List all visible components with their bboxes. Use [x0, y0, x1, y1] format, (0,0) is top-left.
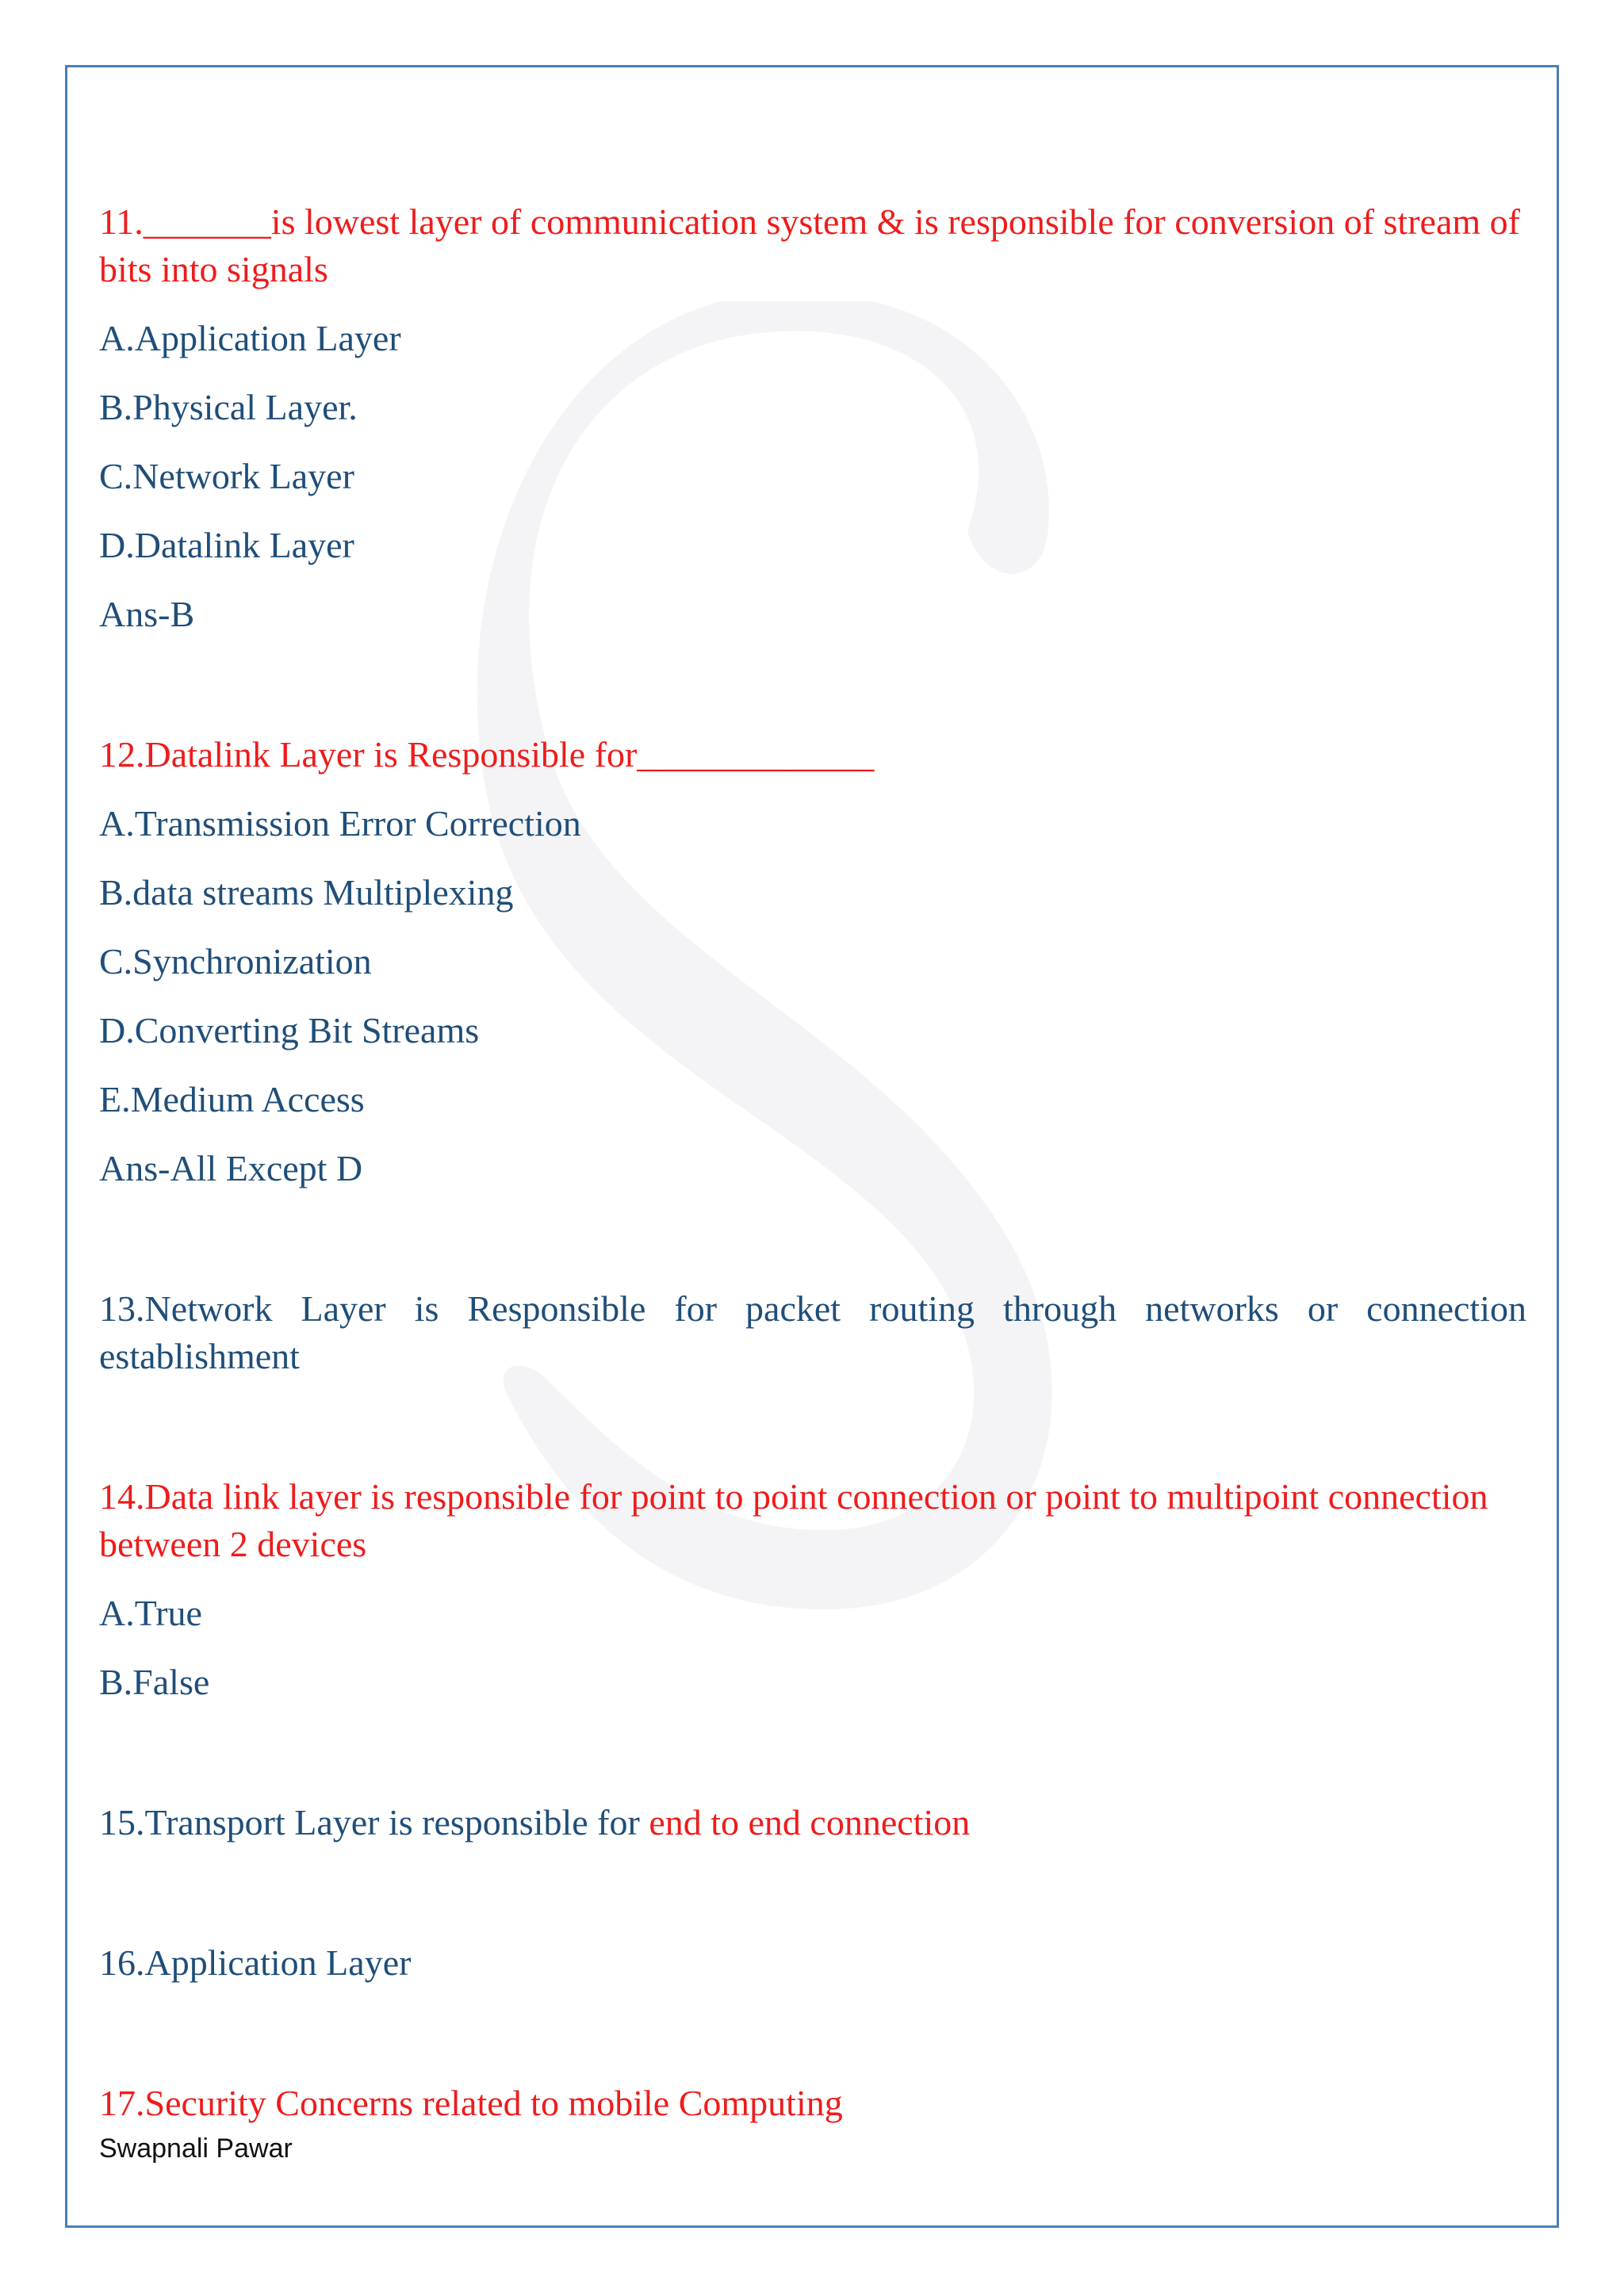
question-15-stem-prefix: 15.Transport Layer is responsible for [99, 1802, 649, 1843]
question-16-stem: 16.Application Layer [99, 1942, 412, 1983]
question-12-answer: Ans-All Except D [99, 1148, 363, 1188]
question-17-stem: 17.Security Concerns related to mobile Computing [99, 2083, 843, 2123]
question-15-answer-highlight: end to end connection [649, 1802, 971, 1843]
document-content [99, 198, 1526, 2127]
question-12-option-d: D.Converting Bit Streams [99, 1010, 480, 1050]
question-15-stem [99, 1799, 1526, 1846]
question-11-option-c: C.Network Layer [99, 456, 354, 496]
question-12-option-c: C.Synchronization [99, 941, 372, 982]
question-11-answer: Ans-B [99, 594, 195, 634]
question-11-option-d: D.Datalink Layer [99, 525, 354, 565]
question-11-option-a: A.Application Layer [99, 318, 401, 358]
footer-author: Swapnali Pawar [99, 2133, 293, 2164]
question-11-option-b: B.Physical Layer. [99, 387, 358, 427]
question-12-option-b: B.data streams Multiplexing [99, 872, 514, 913]
question-12-option-a: A.Transmission Error Correction [99, 803, 581, 844]
question-14-option-b: B.False [99, 1662, 210, 1702]
question-11-stem: 11._______is lowest layer of communication system & is responsible for conversion of stream of bits into signals [99, 201, 1520, 289]
question-12-option-e: E.Medium Access [99, 1079, 365, 1119]
question-13-stem: 13.Network Layer is Responsible for packet routing through networks or connection establishment [99, 1288, 1526, 1376]
question-14-stem: 14.Data link layer is responsible for point to point connection or point to multipoint connection between 2 devices [99, 1476, 1488, 1564]
question-14-option-a: A.True [99, 1593, 202, 1633]
question-12-stem: 12.Datalink Layer is Responsible for_____________ [99, 734, 875, 775]
